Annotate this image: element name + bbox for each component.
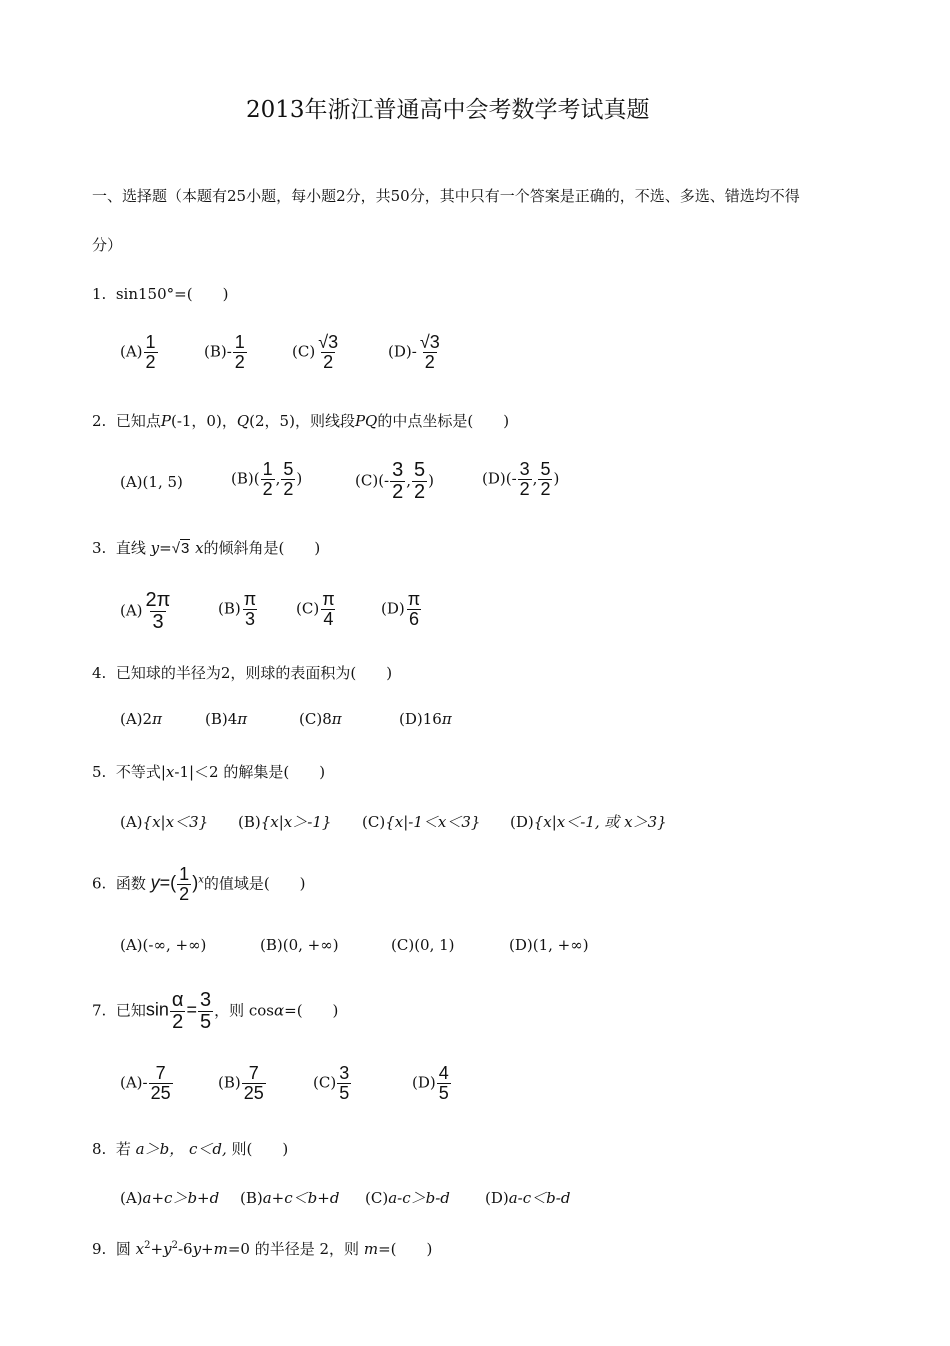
q3-option-b: (B) $\frac{\pi}{3}$ — [218, 589, 257, 629]
q7-option-d: (D) $\frac{4}{5}$ — [412, 1063, 449, 1103]
q3-option-a: (A) $\frac{2\pi}{3}$ — [120, 589, 171, 633]
q6-option-b: (B)(0, +∞) — [260, 936, 339, 954]
question-5: 5. 不等式|x-1|＜2 的解集是( ) — [92, 763, 326, 781]
q5-option-a: (A){x|x＜3} — [120, 813, 209, 831]
question-9: 9. 圆 $x^2+y^2-6y+m=0$ 的半径是 2，则 m=( ) — [92, 1240, 433, 1258]
q8-option-c: (C)a-c＞b-d — [365, 1189, 450, 1207]
q2-option-d: (D)(- $\frac{3}{2}$ , $\frac{5}{2}$ ) — [482, 459, 560, 499]
q8-option-d: (D)a-c＜b-d — [485, 1189, 571, 1207]
question-7: 7. 已知sin $\frac{\alpha}{2}$ = $\frac{3}{5}$ ，则 cosα=( ) — [92, 989, 339, 1033]
q1-option-b: (B)- $\frac{1}{2}$ — [204, 332, 245, 372]
q5-option-d: (D){x|x＜-1, 或 x＞3} — [510, 813, 667, 831]
q7-option-a: (A)- $\frac{7}{25}$ — [120, 1063, 171, 1103]
q6-option-a: (A)(-∞, +∞) — [120, 936, 207, 954]
section-header-line1: 一、选择题（本题有25小题，每小题2分，共50分，其中只有一个答案是正确的，不选、多选、错选均不得 — [92, 187, 800, 205]
q1-option-a: (A) $\frac{1}{2}$ — [120, 332, 156, 372]
q4-option-b: (B)4π — [205, 710, 248, 728]
q3-option-c: (C) $\frac{\pi}{4}$ — [296, 589, 335, 629]
q4-option-c: (C)8π — [299, 710, 342, 728]
question-1: 1. sin150°=( ) — [92, 285, 229, 303]
q4-option-a: (A)2π — [120, 710, 162, 728]
q7-option-c: (C) $\frac{3}{5}$ — [313, 1063, 350, 1103]
q4-option-d: (D)16π — [399, 710, 452, 728]
q7-option-b: (B) $\frac{7}{25}$ — [218, 1063, 264, 1103]
q5-option-b: (B){x|x＞-1} — [238, 813, 332, 831]
q1-option-c: (C) $\frac{√3}{2}$ — [292, 332, 339, 372]
q8-option-a: (A)a+c＞b+d — [120, 1189, 220, 1207]
question-4: 4. 已知球的半径为2，则球的表面积为( ) — [92, 664, 393, 682]
q1-option-d: (D)- $\frac{√3}{2}$ — [388, 332, 440, 372]
question-8: 8. 若 a＞b， c＜d, 则( ) — [92, 1140, 289, 1158]
question-3: 3. 直线 y=√3 x的倾斜角是( ) — [92, 539, 321, 557]
question-6: 6. 函数 y=( $\frac{1}{2}$ )$^x$的值域是( ) — [92, 864, 306, 904]
question-2: 2. 已知点P(-1，0)，Q(2，5)，则线段PQ的中点坐标是( ) — [92, 412, 510, 430]
q6-option-d: (D)(1, +∞) — [509, 936, 589, 954]
page-title: 2013年浙江普通高中会考数学考试真题 — [246, 97, 650, 123]
q6-option-c: (C)(0, 1) — [391, 936, 455, 954]
q2-option-c: (C)(- $\frac{3}{2}$ , $\frac{5}{2}$ ) — [355, 459, 434, 503]
section-header-line2: 分） — [92, 236, 123, 254]
q3-option-d: (D) $\frac{\pi}{6}$ — [381, 589, 421, 629]
q5-option-c: (C){x|-1＜x＜3} — [362, 813, 481, 831]
q8-option-b: (B)a+c＜b+d — [240, 1189, 340, 1207]
q2-option-b: (B)( $\frac{1}{2}$ , $\frac{5}{2}$ ) — [231, 459, 303, 499]
q2-option-a: (A)(1, 5) — [120, 473, 183, 491]
